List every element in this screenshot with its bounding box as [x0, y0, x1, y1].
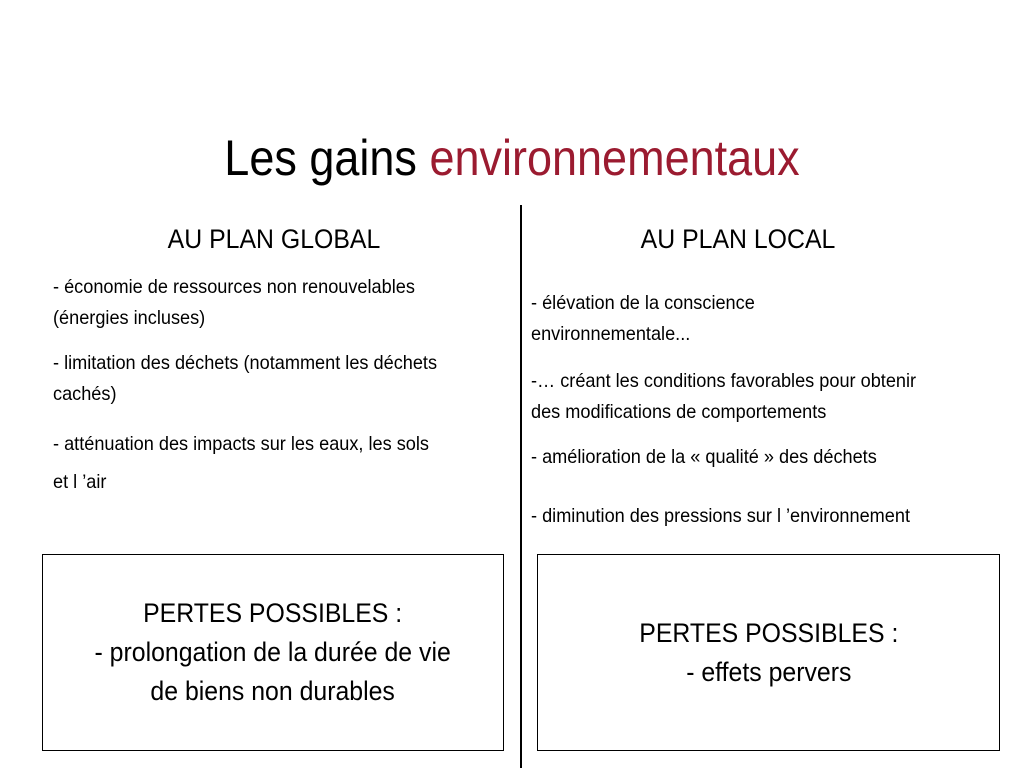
local-item-4: [531, 501, 910, 532]
local-losses-line-1: PERTES POSSIBLES :: [638, 617, 899, 648]
local-item-4-line-1: - diminution des pressions sur l ’environnement: [531, 505, 911, 527]
local-losses-box: [537, 554, 1000, 751]
global-losses-line-3: de biens non durables: [150, 676, 396, 706]
global-item-1-line-1: - économie de ressources non renouvelables: [53, 276, 415, 298]
local-heading: AU PLAN LOCAL: [640, 224, 836, 254]
local-item-1: [531, 288, 755, 350]
local-item-2-line-2: des modifications de comportements: [531, 401, 827, 423]
local-item-3: [531, 442, 877, 473]
slide-title: [51, 128, 973, 188]
global-item-2-line-2: cachés): [53, 383, 117, 405]
local-item-3-line-1: - amélioration de la « qualité » des déchets: [531, 446, 877, 468]
local-item-1-line-2: environnementale...: [531, 323, 691, 345]
local-item-1-line-1: - élévation de la conscience: [531, 292, 755, 314]
local-item-2-line-1: -… créant les conditions favorables pour obtenir: [531, 370, 917, 392]
global-losses-line-2: - prolongation de la durée de vie: [94, 637, 452, 667]
global-item-2: [53, 348, 437, 410]
global-item-1: [53, 272, 415, 334]
slide-title-accent: environnementaux: [429, 130, 800, 186]
global-item-3-line-1: - atténuation des impacts sur les eaux, les sols: [53, 433, 429, 455]
column-divider: [520, 205, 522, 768]
global-item-2-line-1: - limitation des déchets (notamment les déchets: [53, 352, 438, 374]
global-losses-line-1: PERTES POSSIBLES :: [143, 598, 403, 628]
global-losses-box: [42, 554, 504, 751]
local-losses-line-2: - effets pervers: [685, 656, 852, 687]
slide-title-plain: Les gains: [224, 130, 430, 186]
global-item-1-line-2: (énergies incluses): [53, 307, 206, 329]
global-item-3-line-2: et l ’air: [53, 471, 107, 493]
local-item-2: [531, 366, 916, 428]
global-heading: AU PLAN GLOBAL: [167, 224, 381, 254]
global-item-3: [53, 425, 429, 501]
